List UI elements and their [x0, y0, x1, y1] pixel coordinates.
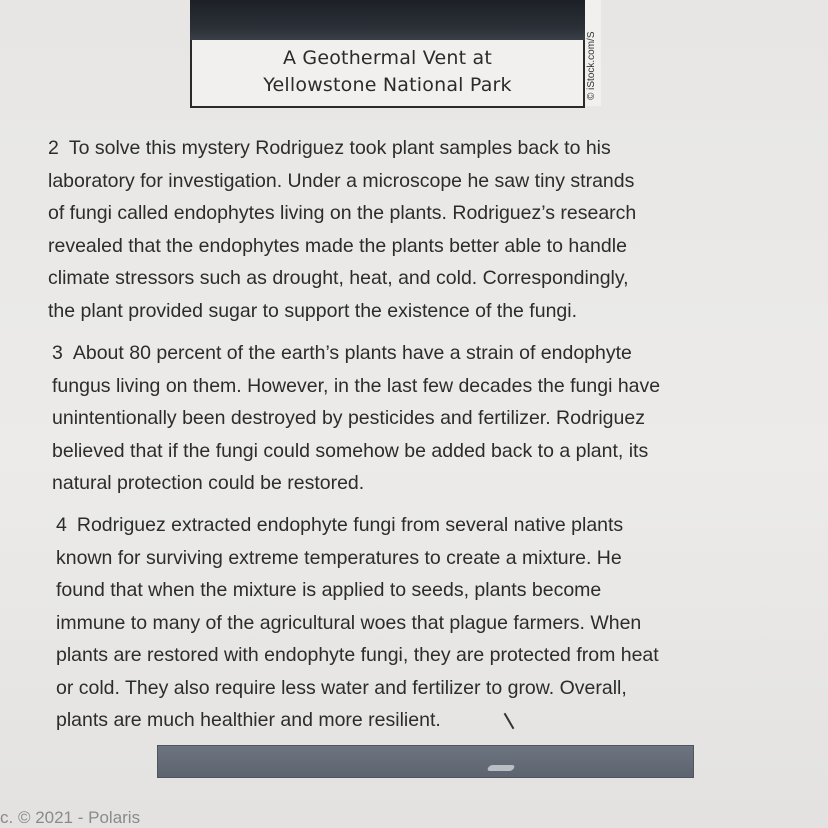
paragraph-2: [48, 132, 636, 327]
paragraph-number: 3: [52, 342, 63, 364]
paragraph-line: climate stressors such as drought, heat, and cold. Correspondingly,: [48, 267, 629, 289]
paragraph-line: plants are restored with endophyte fungi, they are protected from heat: [56, 644, 659, 666]
paragraph-line: known for surviving extreme temperatures to create a mixture. He: [56, 546, 622, 569]
paragraph-4: [56, 509, 659, 737]
paragraph-line: found that when the mixture is applied to seeds, plants become: [56, 579, 602, 601]
figure-caption: [192, 45, 583, 99]
paragraph-line: revealed that the endophytes made the plants better able to handle: [48, 234, 627, 257]
paragraph-number: 4: [56, 514, 67, 536]
paragraph-line: or cold. They also require less water and fertilizer to grow. Overall,: [56, 676, 627, 699]
geothermal-vent-photo: [190, 0, 585, 40]
paragraph-line: believed that if the fungi could somehow be added back to a plant, its: [52, 439, 649, 462]
screen-glare: [487, 765, 516, 771]
paragraph-line: laboratory for investigation. Under a microscope he saw tiny strands: [48, 169, 635, 192]
paragraph-line: immune to many of the agricultural woes that plague farmers. When: [56, 611, 642, 634]
paragraph-line: of fungi called endophytes living on the plants. Rodriguez’s research: [48, 202, 637, 224]
paragraph-line: fungus living on them. However, in the last few decades the fungi have: [52, 374, 661, 397]
paragraph-line: natural protection could be restored.: [52, 472, 365, 494]
paragraph-3: [52, 337, 660, 500]
figure-caption-box: [190, 40, 585, 108]
paragraph-line: 3 About 80 percent of the earth’s plants have a strain of endophyte: [52, 342, 632, 364]
bottom-bar[interactable]: [157, 745, 694, 778]
paragraph-line: 4 Rodriguez extracted endophyte fungi from several native plants: [56, 514, 624, 536]
paragraph-line: unintentionally been destroyed by pesticides and fertilizer. Rodriguez: [52, 407, 645, 429]
paragraph-line: plants are much healthier and more resilient.: [56, 709, 441, 731]
caption-line: A Geothermal Vent at: [282, 47, 493, 69]
caption-line: Yellowstone National Park: [263, 74, 512, 96]
paragraph-line: 2 To solve this mystery Rodriguez took plant samples back to his: [48, 137, 611, 159]
figure: [190, 0, 585, 108]
paragraph-number: 2: [48, 137, 59, 159]
paragraph-line: the plant provided sugar to support the existence of the fungi.: [48, 299, 578, 322]
copyright-footer: c. © 2021 - Polaris: [0, 808, 141, 827]
photo-credit: © iStock.com/S: [586, 31, 597, 100]
